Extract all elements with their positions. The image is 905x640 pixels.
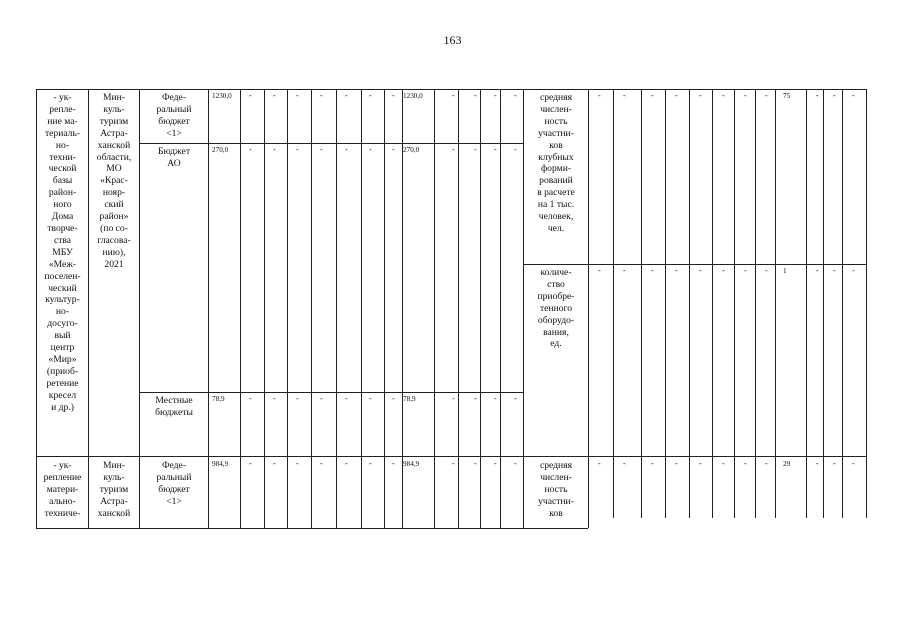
- dash-cell: -: [852, 459, 855, 468]
- table-column-rule: [823, 89, 824, 518]
- dash-cell: -: [816, 266, 819, 275]
- dash-cell: -: [494, 91, 497, 100]
- dash-cell: -: [598, 91, 601, 100]
- page-number: 163: [443, 33, 462, 47]
- table-column-rule: [384, 89, 385, 528]
- dash-cell: -: [273, 91, 276, 100]
- dash-cell: -: [722, 91, 725, 100]
- executor-cell: Мин- куль- туризм Астра- ханской области, МО «Крас- нояр- ский район» (по со- гласова- нию), 2021: [96, 92, 132, 270]
- indicator-name: количе- ство приобре- тенного оборудо- вания, ед.: [537, 267, 575, 350]
- indicator-name: средняя числен- ность участни- ков клубных форми- рований в расчете на 1 тыс. человек, чел.: [537, 92, 575, 234]
- dash-cell: -: [249, 145, 252, 154]
- dash-cell: -: [494, 394, 497, 403]
- dash-cell: -: [320, 91, 323, 100]
- indicator-separator: [523, 264, 866, 265]
- dash-cell: -: [514, 145, 517, 154]
- dash-cell: -: [345, 394, 348, 403]
- funding-source: Бюджет АО: [157, 146, 191, 169]
- funding-source: Феде- ральный бюджет <1>: [156, 460, 192, 507]
- dash-cell: -: [744, 459, 747, 468]
- total-value: 270,0: [212, 146, 229, 154]
- table-column-rule: [665, 89, 666, 518]
- table-top-rule: [36, 89, 866, 90]
- funding-separator: [139, 392, 523, 393]
- table-column-rule: [287, 89, 288, 528]
- dash-cell: -: [296, 145, 299, 154]
- measure-description: - ук- репле- ние ма- териаль- но- техни- ческой базы район- ного Дома творче- ства МБУ «Меж- поселен- ческий культур- но- досуго- вый центр «Мир» (приоб- ретение кресел и др.): [44, 92, 81, 413]
- dash-cell: -: [651, 266, 654, 275]
- table-column-rule: [712, 89, 713, 518]
- table-column-rule: [336, 89, 337, 528]
- dash-cell: -: [369, 459, 372, 468]
- dash-cell: -: [675, 459, 678, 468]
- dash-cell: -: [744, 266, 747, 275]
- dash-cell: -: [651, 459, 654, 468]
- table-column-rule: [734, 89, 735, 518]
- funding-source: Феде- ральный бюджет <1>: [156, 92, 192, 139]
- year-value: 1230,0: [403, 92, 423, 100]
- dash-cell: -: [345, 91, 348, 100]
- dash-cell: -: [675, 266, 678, 275]
- table-column-rule: [458, 89, 459, 528]
- table-column-rule: [775, 89, 776, 518]
- dash-cell: -: [320, 145, 323, 154]
- dash-cell: -: [765, 459, 768, 468]
- table-column-rule: [480, 89, 481, 528]
- dash-cell: -: [474, 91, 477, 100]
- indicator-target: 1: [783, 267, 787, 275]
- table-column-rule: [500, 89, 501, 528]
- dash-cell: -: [345, 145, 348, 154]
- dash-cell: -: [494, 459, 497, 468]
- dash-cell: -: [369, 145, 372, 154]
- dash-cell: -: [452, 91, 455, 100]
- table-column-rule: [361, 89, 362, 528]
- table-column-rule: [689, 89, 690, 518]
- dash-cell: -: [623, 459, 626, 468]
- dash-cell: -: [452, 394, 455, 403]
- dash-cell: -: [651, 91, 654, 100]
- dash-cell: -: [833, 459, 836, 468]
- dash-cell: -: [273, 145, 276, 154]
- dash-cell: -: [675, 91, 678, 100]
- dash-cell: -: [474, 459, 477, 468]
- dash-cell: -: [494, 145, 497, 154]
- year-value: 78,9: [403, 395, 416, 403]
- table-column-rule: [806, 89, 807, 518]
- dash-cell: -: [623, 266, 626, 275]
- dash-cell: -: [852, 91, 855, 100]
- dash-cell: -: [369, 91, 372, 100]
- table-column-rule: [866, 89, 867, 518]
- dash-cell: -: [598, 266, 601, 275]
- dash-cell: -: [369, 394, 372, 403]
- dash-cell: -: [474, 394, 477, 403]
- dash-cell: -: [699, 91, 702, 100]
- year-value: 270,0: [403, 146, 420, 154]
- dash-cell: -: [392, 145, 395, 154]
- indicator-target: 29: [783, 460, 791, 468]
- dash-cell: -: [598, 459, 601, 468]
- dash-cell: -: [852, 266, 855, 275]
- dash-cell: -: [765, 266, 768, 275]
- table-bottom-rule: [36, 528, 588, 529]
- table-column-rule: [842, 89, 843, 518]
- dash-cell: -: [249, 91, 252, 100]
- dash-cell: -: [296, 459, 299, 468]
- total-value: 1230,0: [212, 92, 232, 100]
- dash-cell: -: [816, 459, 819, 468]
- dash-cell: -: [722, 266, 725, 275]
- dash-cell: -: [833, 266, 836, 275]
- dash-cell: -: [474, 145, 477, 154]
- dash-cell: -: [699, 459, 702, 468]
- dash-cell: -: [392, 91, 395, 100]
- dash-cell: -: [816, 91, 819, 100]
- table-column-rule: [311, 89, 312, 528]
- total-value: 984,9: [212, 460, 229, 468]
- measure-description: - ук- репление матери- ально- техниче-: [43, 460, 82, 519]
- indicator-name: средняя числен- ность участни- ков: [538, 460, 574, 519]
- dash-cell: -: [514, 459, 517, 468]
- dash-cell: -: [392, 394, 395, 403]
- dash-cell: -: [452, 459, 455, 468]
- dash-cell: -: [273, 459, 276, 468]
- dash-cell: -: [722, 459, 725, 468]
- dash-cell: -: [320, 459, 323, 468]
- dash-cell: -: [833, 91, 836, 100]
- dash-cell: -: [320, 394, 323, 403]
- total-value: 78,9: [212, 395, 225, 403]
- dash-cell: -: [392, 459, 395, 468]
- table-column-rule: [264, 89, 265, 528]
- table-column-rule: [613, 89, 614, 518]
- dash-cell: -: [296, 91, 299, 100]
- year-value: 984,9: [403, 460, 420, 468]
- dash-cell: -: [765, 91, 768, 100]
- dash-cell: -: [744, 91, 747, 100]
- dash-cell: -: [514, 394, 517, 403]
- indicator-target: 75: [783, 92, 791, 100]
- dash-cell: -: [514, 91, 517, 100]
- executor-cell: Мин- куль- туризм Астра- ханской: [97, 460, 131, 519]
- funding-separator: [139, 143, 523, 144]
- dash-cell: -: [273, 394, 276, 403]
- dash-cell: -: [345, 459, 348, 468]
- dash-cell: -: [296, 394, 299, 403]
- dash-cell: -: [452, 145, 455, 154]
- table-column-rule: [641, 89, 642, 518]
- dash-cell: -: [623, 91, 626, 100]
- table-column-rule: [434, 89, 435, 528]
- table-column-rule: [755, 89, 756, 518]
- funding-source: Местные бюджеты: [155, 395, 193, 418]
- dash-cell: -: [699, 266, 702, 275]
- dash-cell: -: [249, 394, 252, 403]
- table-column-rule: [588, 89, 589, 528]
- dash-cell: -: [249, 459, 252, 468]
- table-column-rule: [240, 89, 241, 528]
- table-column-rule: [208, 89, 209, 528]
- row-separator: [36, 456, 866, 457]
